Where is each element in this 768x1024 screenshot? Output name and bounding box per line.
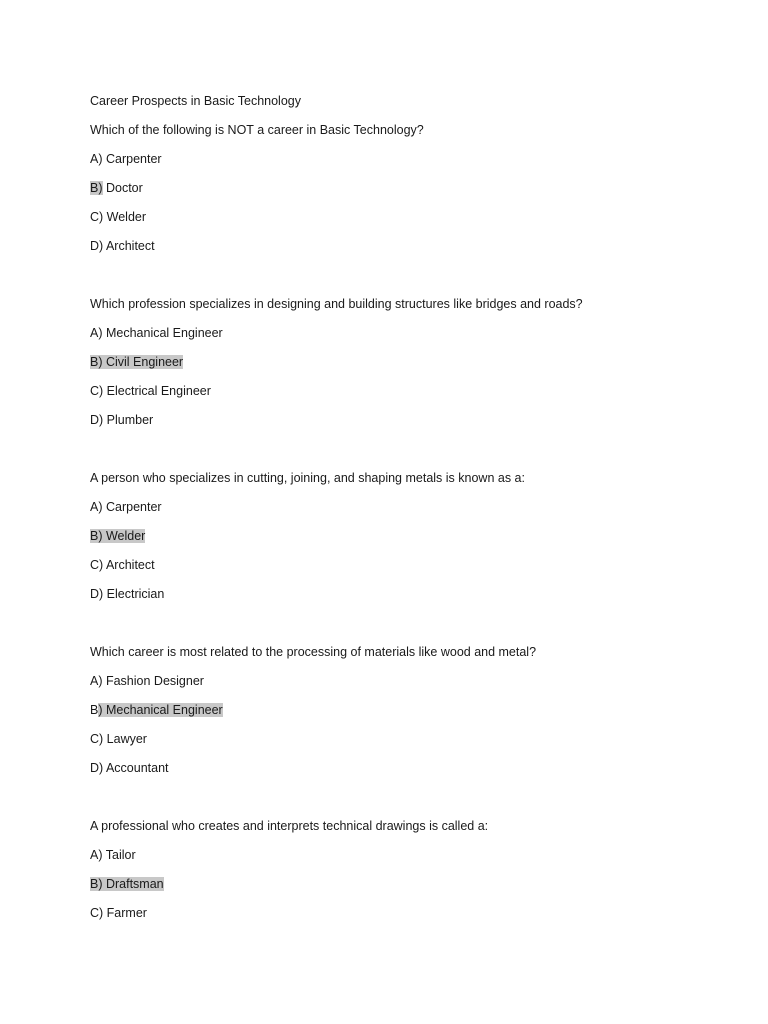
question-1-text: Which of the following is NOT a career in Basic Technology? [90,123,424,137]
question-3-option-b [90,528,710,544]
question-2-option-d: D) Plumber [90,413,154,427]
question-4-option-c: C) Lawyer [90,732,147,746]
question-2-option-c: C) Electrical Engineer [90,384,211,398]
answer-highlight: B) Welder [90,529,146,543]
question-1-option-a: A) Carpenter [90,152,162,166]
question-5-option-b [90,876,710,892]
paragraph-gap [90,441,710,470]
question-4-text: Which career is most related to the processing of materials like wood and metal? [90,645,537,659]
question-4-option-a: A) Fashion Designer [90,674,204,688]
question-1-option-d: D) Architect [90,239,155,253]
answer-highlight: B) Civil Engineer [90,355,184,369]
document-page [90,93,710,934]
question-2-option-a: A) Mechanical Engineer [90,326,223,340]
question-3-option-c: C) Architect [90,558,155,572]
option-text: B [90,703,99,717]
question-1-option-b [90,180,710,196]
question-2-text: Which profession specializes in designing and building structures like bridges and roads? [90,297,583,311]
question-3-option-d: D) Electrician [90,587,165,601]
question-3-text: A person who specializes in cutting, joining, and shaping metals is known as a: [90,471,525,485]
question-5-text: A professional who creates and interprets technical drawings is called a: [90,819,489,833]
question-4-option-d: D) Accountant [90,761,169,775]
question-5-option-c: C) Farmer [90,906,147,920]
answer-highlight: ) Mechanical Engineer [98,703,223,717]
answer-highlight: B) Draftsman [90,877,164,891]
paragraph-gap [90,789,710,818]
answer-highlight: B) [90,181,103,195]
paragraph-gap [90,267,710,296]
question-1-option-c: C) Welder [90,210,147,224]
question-5-option-a: A) Tailor [90,848,136,862]
document-title: Career Prospects in Basic Technology [90,94,301,108]
option-text: Doctor [102,181,143,195]
question-2-option-b [90,354,710,370]
question-3-option-a: A) Carpenter [90,500,162,514]
question-4-option-b [90,702,710,718]
paragraph-gap [90,615,710,644]
